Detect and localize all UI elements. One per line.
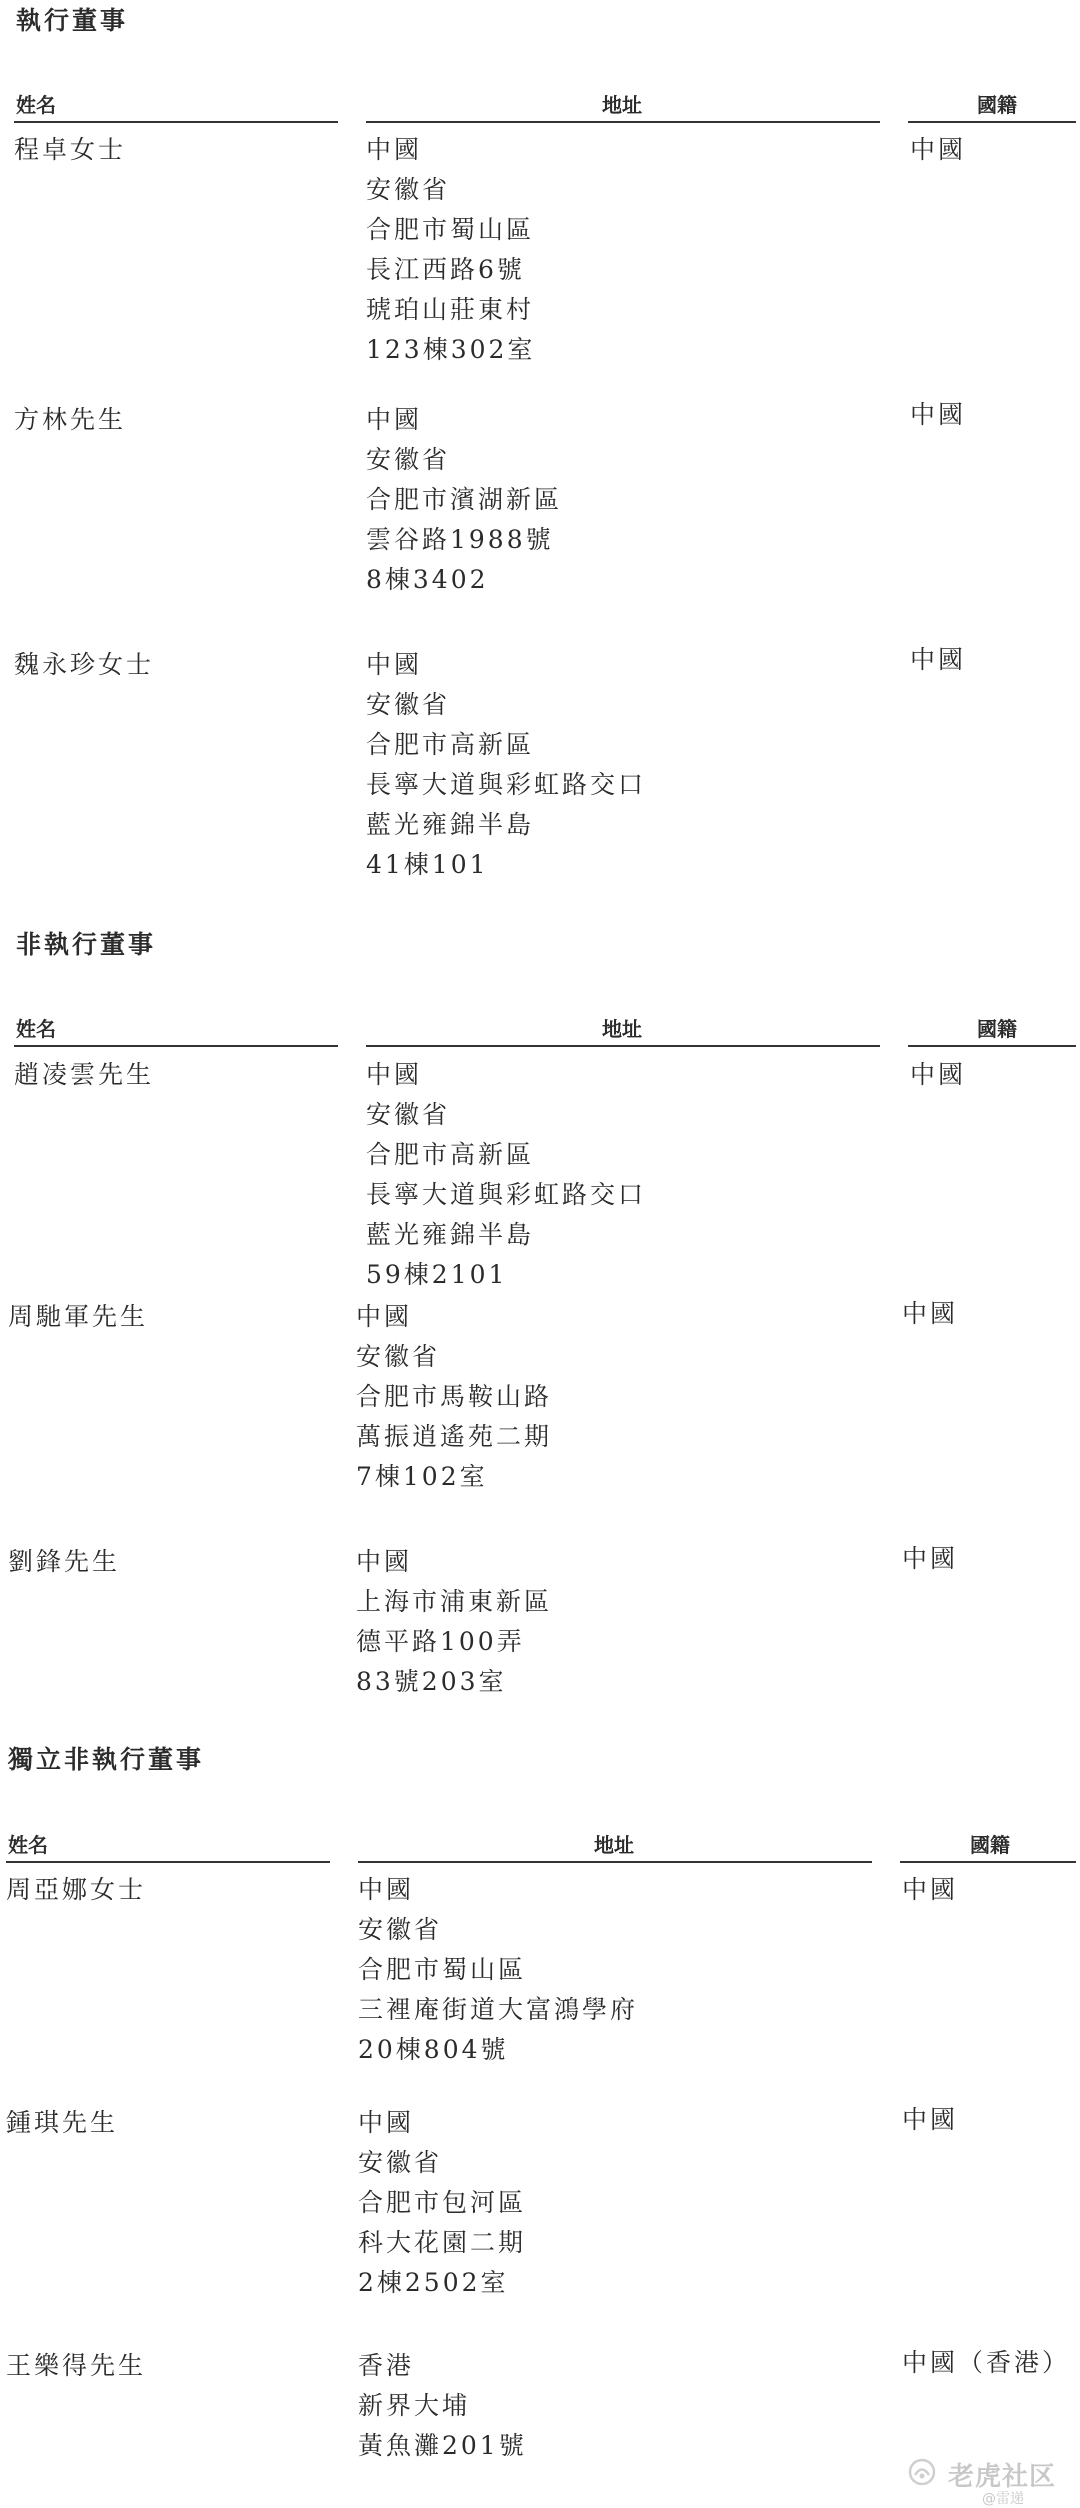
address-line: 科大花園二期 xyxy=(358,2228,527,2257)
director-name: 魏永珍女士 xyxy=(14,650,155,679)
column-header-address: 地址 xyxy=(594,1833,634,1857)
address-line: 香港 xyxy=(358,2351,415,2380)
address-line: 藍光雍錦半島 xyxy=(366,810,535,839)
header-rule xyxy=(366,121,880,123)
director-address xyxy=(366,1055,646,1295)
address-line: 黃魚灘201號 xyxy=(358,2431,527,2460)
section-title: 獨立非執行董事 xyxy=(8,1745,205,1774)
column-header-nationality: 國籍 xyxy=(970,1833,1010,1857)
director-name: 方林先生 xyxy=(14,405,127,434)
section-title: 非執行董事 xyxy=(16,930,157,959)
address-line: 安徽省 xyxy=(366,175,451,204)
address-line: 雲谷路1988號 xyxy=(366,525,554,554)
column-header-nationality: 國籍 xyxy=(977,1017,1017,1041)
director-name: 周亞娜女士 xyxy=(6,1875,147,1904)
header-rule xyxy=(6,1861,330,1863)
director-name: 程卓女士 xyxy=(14,135,127,164)
address-line: 合肥市馬鞍山路 xyxy=(356,1382,553,1411)
director-address xyxy=(366,130,535,370)
header-rule xyxy=(14,1045,338,1047)
address-line: 合肥市包河區 xyxy=(358,2188,527,2217)
director-address xyxy=(358,1870,638,2070)
director-nationality: 中國 xyxy=(902,1544,959,1573)
address-line: 長寧大道與彩虹路交口 xyxy=(366,1180,647,1209)
director-nationality: 中國 xyxy=(902,1299,959,1328)
address-line: 長寧大道與彩虹路交口 xyxy=(366,770,647,799)
address-line: 8棟3402 xyxy=(366,565,489,594)
director-address xyxy=(356,1542,552,1702)
address-line: 83號203室 xyxy=(356,1667,507,1696)
address-line: 59棟2101 xyxy=(366,1260,508,1289)
tiger-logo-icon xyxy=(908,2458,936,2486)
address-line: 中國 xyxy=(358,1875,415,1904)
director-address xyxy=(356,1297,552,1497)
address-line: 中國 xyxy=(356,1547,413,1576)
address-line: 藍光雍錦半島 xyxy=(366,1220,535,1249)
director-address xyxy=(366,400,562,600)
address-line: 安徽省 xyxy=(366,690,451,719)
address-line: 中國 xyxy=(366,405,423,434)
director-name: 鍾琪先生 xyxy=(6,2108,119,2137)
watermark-author: @雷递 xyxy=(982,2491,1024,2507)
director-nationality: 中國 xyxy=(910,645,967,674)
column-header-address: 地址 xyxy=(602,93,642,117)
address-line: 合肥市高新區 xyxy=(366,1140,535,1169)
address-line: 中國 xyxy=(356,1302,413,1331)
director-nationality: 中國 xyxy=(902,2105,959,2134)
address-line: 上海市浦東新區 xyxy=(356,1587,553,1616)
director-address xyxy=(358,2346,527,2466)
header-rule xyxy=(366,1045,880,1047)
address-line: 合肥市蜀山區 xyxy=(366,215,535,244)
address-line: 合肥市濱湖新區 xyxy=(366,485,563,514)
address-line: 琥珀山莊東村 xyxy=(366,295,535,324)
watermark xyxy=(908,2452,1076,2507)
watermark-brand: 老虎社区 xyxy=(948,2462,1057,2492)
address-line: 安徽省 xyxy=(356,1342,441,1371)
address-line: 安徽省 xyxy=(366,1100,451,1129)
column-header-name: 姓名 xyxy=(16,93,56,117)
address-line: 合肥市高新區 xyxy=(366,730,535,759)
column-header-name: 姓名 xyxy=(16,1017,56,1041)
header-rule xyxy=(14,121,338,123)
director-nationality: 中國 xyxy=(910,400,967,429)
column-header-nationality: 國籍 xyxy=(977,93,1017,117)
address-line: 中國 xyxy=(366,1060,423,1089)
address-line: 20棟804號 xyxy=(358,2035,509,2064)
header-rule xyxy=(900,1861,1076,1863)
address-line: 中國 xyxy=(366,650,423,679)
address-line: 萬振逍遙苑二期 xyxy=(356,1422,553,1451)
header-rule xyxy=(908,1045,1076,1047)
address-line: 中國 xyxy=(358,2108,415,2137)
address-line: 123棟302室 xyxy=(366,335,536,364)
column-header-name: 姓名 xyxy=(8,1833,48,1857)
director-name: 劉鋒先生 xyxy=(8,1547,121,1576)
column-header-address: 地址 xyxy=(602,1017,642,1041)
header-rule xyxy=(358,1861,872,1863)
address-line: 2棟2502室 xyxy=(358,2268,509,2297)
address-line: 7棟102室 xyxy=(356,1462,488,1491)
address-line: 中國 xyxy=(366,135,423,164)
director-nationality: 中國（香港） xyxy=(902,2348,1071,2377)
director-nationality: 中國 xyxy=(910,135,967,164)
header-rule xyxy=(908,121,1076,123)
address-line: 41棟101 xyxy=(366,850,489,879)
director-nationality: 中國 xyxy=(902,1875,959,1904)
address-line: 安徽省 xyxy=(358,1915,443,1944)
director-address xyxy=(366,645,646,885)
director-name: 王樂得先生 xyxy=(6,2351,147,2380)
director-name: 趙凌雲先生 xyxy=(14,1060,155,1089)
address-line: 安徽省 xyxy=(366,445,451,474)
address-line: 長江西路6號 xyxy=(366,255,525,284)
address-line: 新界大埔 xyxy=(358,2391,471,2420)
address-line: 德平路100弄 xyxy=(356,1627,525,1656)
address-line: 合肥市蜀山區 xyxy=(358,1955,527,1984)
address-line: 安徽省 xyxy=(358,2148,443,2177)
section-title: 執行董事 xyxy=(16,6,129,35)
address-line: 三裡庵街道大富鴻學府 xyxy=(358,1995,639,2024)
director-nationality: 中國 xyxy=(910,1060,967,1089)
director-address xyxy=(358,2103,526,2303)
director-name: 周馳軍先生 xyxy=(8,1302,149,1331)
